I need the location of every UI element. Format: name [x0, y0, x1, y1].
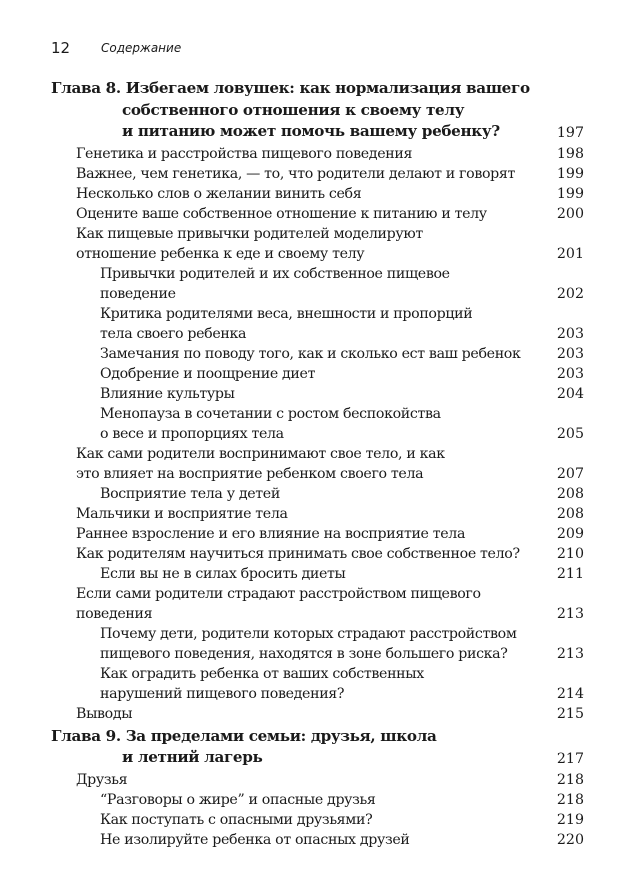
toc-entry-title-line: Замечания по поводу того, как и сколько ест ваш ребенок [100, 345, 521, 362]
toc-entry[interactable] [51, 204, 584, 224]
toc-entry[interactable] [51, 584, 584, 624]
toc-page-number: 200 [556, 205, 584, 222]
toc-page-number: 208 [556, 485, 584, 502]
toc-entry[interactable] [51, 830, 584, 850]
toc-entry[interactable] [51, 484, 584, 504]
toc-entry-title-line: Друзья [76, 771, 128, 788]
toc-entry-title-line: Как поступать с опасными друзьями? [100, 811, 373, 828]
toc-entry-title-line: Оцените ваше собственное отношение к питанию и телу [76, 205, 487, 222]
toc-entry[interactable] [51, 224, 584, 264]
toc-page-number: 207 [556, 465, 584, 482]
section-title: Содержание [101, 41, 182, 55]
toc-chapter[interactable] [51, 726, 584, 769]
toc-entry-title-line: и питанию может помочь вашему ребенку? [122, 122, 500, 140]
toc-entry-title-line: Почему дети, родители которых страдают расстройством [100, 625, 517, 642]
toc-entry-title-line: поведения [76, 605, 153, 622]
toc-entry[interactable] [51, 704, 584, 724]
toc-entry-title-line: Как оградить ребенка от ваших собственных [100, 665, 424, 682]
toc-entry-title-line: Если сами родители страдают расстройством пищевого [76, 585, 481, 602]
toc-entry[interactable] [51, 364, 584, 384]
toc-entry[interactable] [51, 344, 584, 364]
toc-page-number: 219 [556, 811, 584, 828]
toc-entry[interactable] [51, 144, 584, 164]
toc-entry-title-line: Как пищевые привычки родителей моделируют [76, 225, 423, 242]
toc-page-number: 203 [556, 365, 584, 382]
toc-entry-title-line: Как родителям научиться принимать свое собственное тело? [76, 545, 520, 562]
toc-page-number: 204 [556, 385, 584, 402]
toc-page-number: 210 [556, 545, 584, 562]
toc-entry[interactable] [51, 770, 584, 790]
toc-entry-title-line: собственного отношения к своему телу [122, 100, 465, 119]
toc-page-number: 211 [556, 565, 584, 582]
toc-page-number: 201 [556, 245, 584, 262]
toc-entry-title-line: Как сами родители воспринимают свое тело, и как [76, 445, 445, 462]
toc-page-number: 199 [556, 165, 584, 182]
toc-entry[interactable] [51, 264, 584, 304]
toc-entry[interactable] [51, 664, 584, 704]
page-number: 12 [51, 39, 71, 57]
toc-entry-title-line: Важнее, чем генетика, — то, что родители делают и говорят [76, 165, 515, 182]
toc-page-number: 220 [556, 831, 584, 848]
toc-entry[interactable] [51, 624, 584, 664]
toc-entry-title-line: Привычки родителей и их собственное пищевое [100, 265, 450, 282]
toc-page-number: 203 [556, 345, 584, 362]
toc-page-number: 203 [556, 325, 584, 342]
toc-page-number: 218 [556, 791, 584, 808]
toc-entry-title-line: Мальчики и восприятие тела [76, 505, 288, 522]
toc-entry[interactable] [51, 810, 584, 830]
toc-page-number: 202 [556, 285, 584, 302]
toc-page-number: 213 [556, 645, 584, 662]
table-of-contents [51, 76, 584, 850]
toc-entry-title-line: Глава 8. Избегаем ловушек: как нормализация вашего [51, 79, 530, 97]
toc-page-number: 215 [556, 705, 584, 722]
toc-page-number: 205 [556, 425, 584, 442]
toc-entry[interactable] [51, 564, 584, 584]
toc-entry[interactable] [51, 504, 584, 524]
toc-entry-title-line: Раннее взросление и его влияние на восприятие тела [76, 525, 466, 542]
toc-entry-title-line: пищевого поведения, находятся в зоне большего риска? [100, 645, 508, 662]
toc-page-number: 214 [556, 685, 584, 702]
toc-entry[interactable] [51, 184, 584, 204]
toc-page-number: 208 [556, 505, 584, 522]
toc-entry[interactable] [51, 524, 584, 544]
toc-page-number: 199 [556, 185, 584, 202]
toc-entry-title-line: поведение [100, 285, 176, 302]
toc-entry-title-line: отношение ребенка к еде и своему телу [76, 245, 365, 262]
toc-page-number: 213 [556, 605, 584, 622]
toc-entry[interactable] [51, 790, 584, 810]
toc-entry-title-line: Менопауза в сочетании с ростом беспокойства [100, 405, 441, 422]
toc-entry[interactable] [51, 444, 584, 484]
toc-page-number: 209 [556, 525, 584, 542]
toc-entry-title-line: Если вы не в силах бросить диеты [100, 565, 346, 582]
toc-chapter[interactable] [51, 78, 584, 143]
toc-entry-title-line: “Разговоры о жире” и опасные друзья [100, 791, 376, 808]
toc-entry-title-line: о весе и пропорциях тела [100, 425, 284, 442]
toc-entry-title-line: тела своего ребенка [100, 325, 247, 342]
toc-entry-title-line: Не изолируйте ребенка от опасных друзей [100, 831, 410, 848]
toc-entry[interactable] [51, 304, 584, 344]
toc-entry-title-line: Критика родителями веса, внешности и пропорций [100, 305, 473, 322]
toc-page-number: 198 [556, 145, 584, 162]
toc-entry-title-line: Несколько слов о желании винить себя [76, 185, 362, 202]
toc-entry-title-line: Выводы [76, 705, 133, 722]
toc-entry-title-line: Глава 9. За пределами семьи: друзья, школа [51, 726, 437, 745]
toc-entry[interactable] [51, 384, 584, 404]
toc-entry-title-line: нарушений пищевого поведения? [100, 685, 345, 702]
toc-entry[interactable] [51, 404, 584, 444]
toc-entry-title-line: Восприятие тела у детей [100, 485, 280, 502]
toc-entry-title-line: это влияет на восприятие ребенком своего тела [76, 465, 424, 482]
toc-entry-title-line: Генетика и расстройства пищевого поведения [76, 145, 413, 162]
running-header [51, 39, 182, 57]
toc-page-number: 218 [556, 771, 584, 788]
toc-page-number: 217 [556, 750, 584, 767]
toc-entry[interactable] [51, 544, 584, 564]
toc-entry-title-line: и летний лагерь [122, 748, 263, 766]
toc-entry-title-line: Одобрение и поощрение диет [100, 365, 316, 382]
toc-entry[interactable] [51, 164, 584, 184]
toc-entry-title-line: Влияние культуры [100, 385, 235, 402]
toc-page-number: 197 [556, 124, 584, 141]
